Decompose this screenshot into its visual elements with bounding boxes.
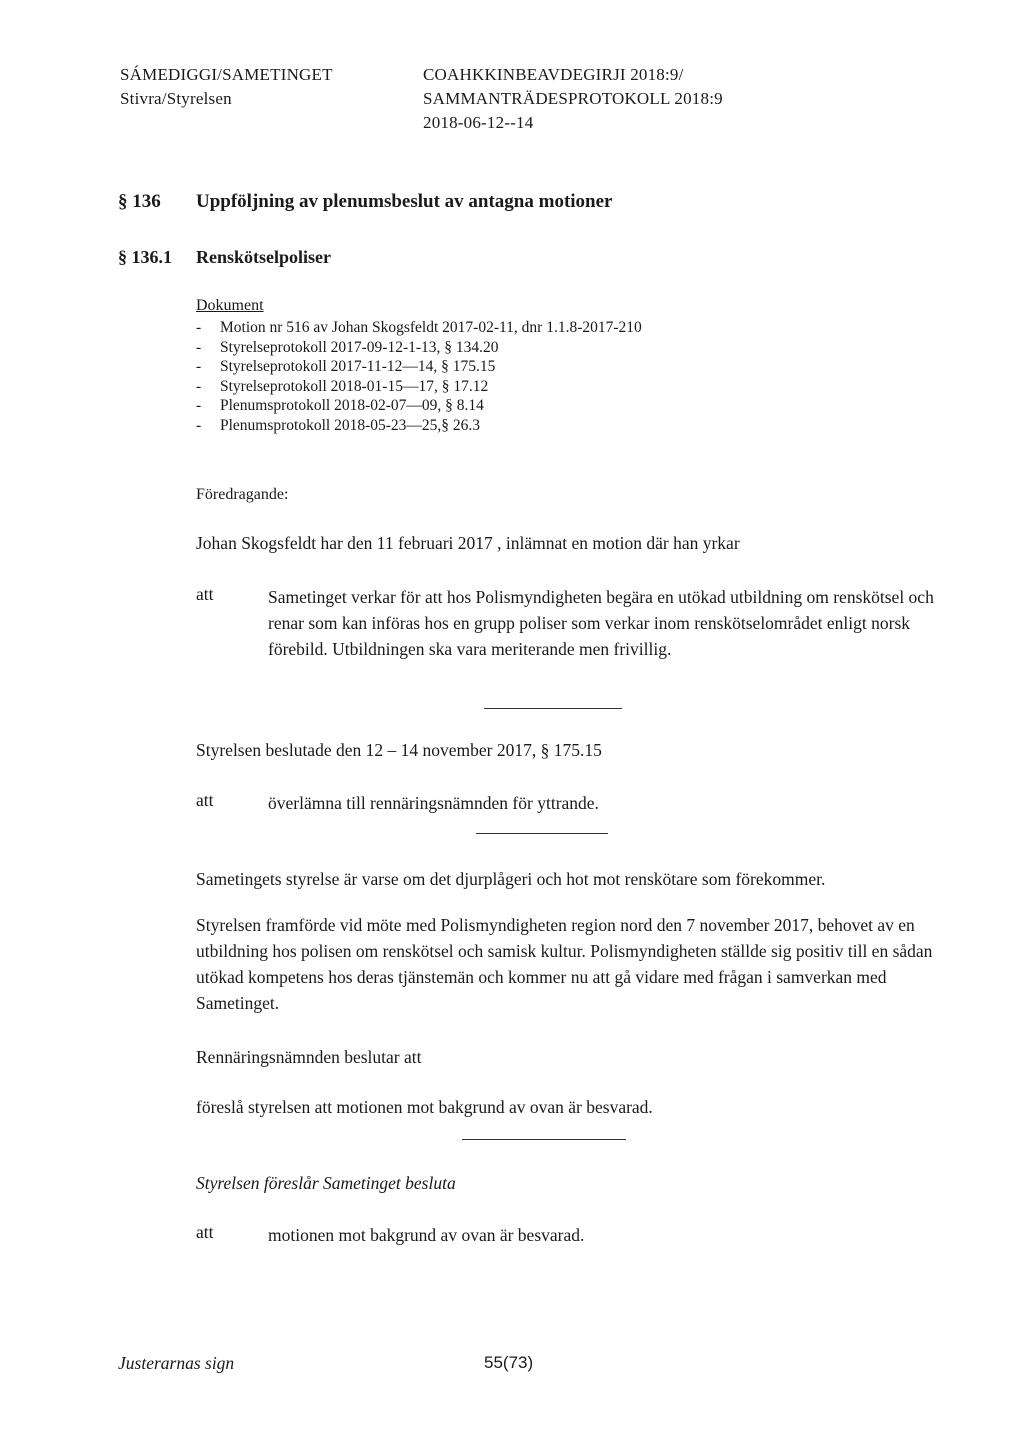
document-item: - Plenumsprotokoll 2018-02-07—09, § 8.14	[196, 397, 484, 414]
protocol-date: 2018-06-12--14	[423, 113, 534, 132]
presenter-label: Föredragande:	[196, 486, 289, 503]
protocol-number-swedish: SAMMANTRÄDESPROTOKOLL 2018:9	[423, 89, 723, 108]
reindeer-committee-proposal: föreslå styrelsen att motionen mot bakgrund av ovan är besvarad.	[196, 1097, 653, 1117]
document-item: - Motion nr 516 av Johan Skogsfeldt 2017-02-11, dnr 1.1.8-2017-210	[196, 319, 642, 336]
board-decision: Styrelsen beslutade den 12 – 14 november 2017, § 175.15	[196, 740, 602, 760]
board-att-label: att	[196, 790, 214, 810]
section-title: Uppföljning av plenumsbeslut av antagna motioner	[196, 191, 613, 212]
documents-heading: Dokument	[196, 297, 264, 314]
page-number: 55(73)	[484, 1353, 534, 1372]
subsection-title: Renskötselpoliser	[196, 247, 331, 267]
divider	[462, 1139, 626, 1140]
subsection-number: § 136.1	[118, 247, 172, 267]
paragraph-police-meeting: Styrelsen framförde vid möte med Polismyndigheten region nord den 7 november 2017, behovet av en utbildning hos polisen om renskötsel och samisk kultur. Polismyndigheten ställde sig positiv till en sådan utökad kompetens hos deras tjänstemän och kommer nu att gå vidare med frågan i samverkan med Sametinget.	[196, 915, 933, 1013]
motion-intro: Johan Skogsfeldt har den 11 februari 2017 , inlämnat en motion där han yrkar	[196, 533, 740, 553]
paragraph-awareness: Sametingets styrelse är varse om det djurplågeri och hot mot renskötare som förekommer.	[196, 869, 826, 889]
document-item: - Plenumsprotokoll 2018-05-23—25,§ 26.3	[196, 416, 481, 434]
divider	[476, 833, 608, 834]
board-att-text: överlämna till rennäringsnämnden för yttrande.	[268, 793, 599, 813]
motion-text: Sametinget verkar för att hos Polismyndigheten begära en utökad utbildning om renskötsel och renar som kan införas hos en grupp poliser som verkar inom renskötselområdet enligt norsk förebild. Utbildningen ska vara meriterande men frivillig.	[268, 587, 934, 659]
protocol-number-sami: COAHKKINBEAVDEGIRJI 2018:9/	[423, 65, 684, 84]
final-decision-text: motionen mot bakgrund av ovan är besvarad.	[268, 1225, 585, 1245]
document-item: - Styrelseprotokoll 2018-01-15—17, § 17.12	[196, 377, 489, 395]
document-item: - Styrelseprotokoll 2017-09-12-1-13, § 134.20	[196, 338, 499, 356]
signature-label: Justerarnas sign	[118, 1353, 235, 1373]
divider	[484, 708, 622, 709]
documents-list	[196, 318, 642, 435]
org-name: SÁMEDIGGI/SAMETINGET	[120, 65, 333, 84]
final-att-label: att	[196, 1222, 214, 1242]
section-number: § 136	[118, 191, 161, 212]
reindeer-committee-decision: Rennäringsnämnden beslutar att	[196, 1047, 422, 1067]
proposal-heading: Styrelsen föreslår Sametinget besluta	[196, 1173, 456, 1193]
motion-att-label: att	[196, 584, 214, 604]
document-item: - Styrelseprotokoll 2017-11-12—14, § 175.15	[196, 358, 496, 375]
org-unit: Stivra/Styrelsen	[120, 89, 232, 108]
